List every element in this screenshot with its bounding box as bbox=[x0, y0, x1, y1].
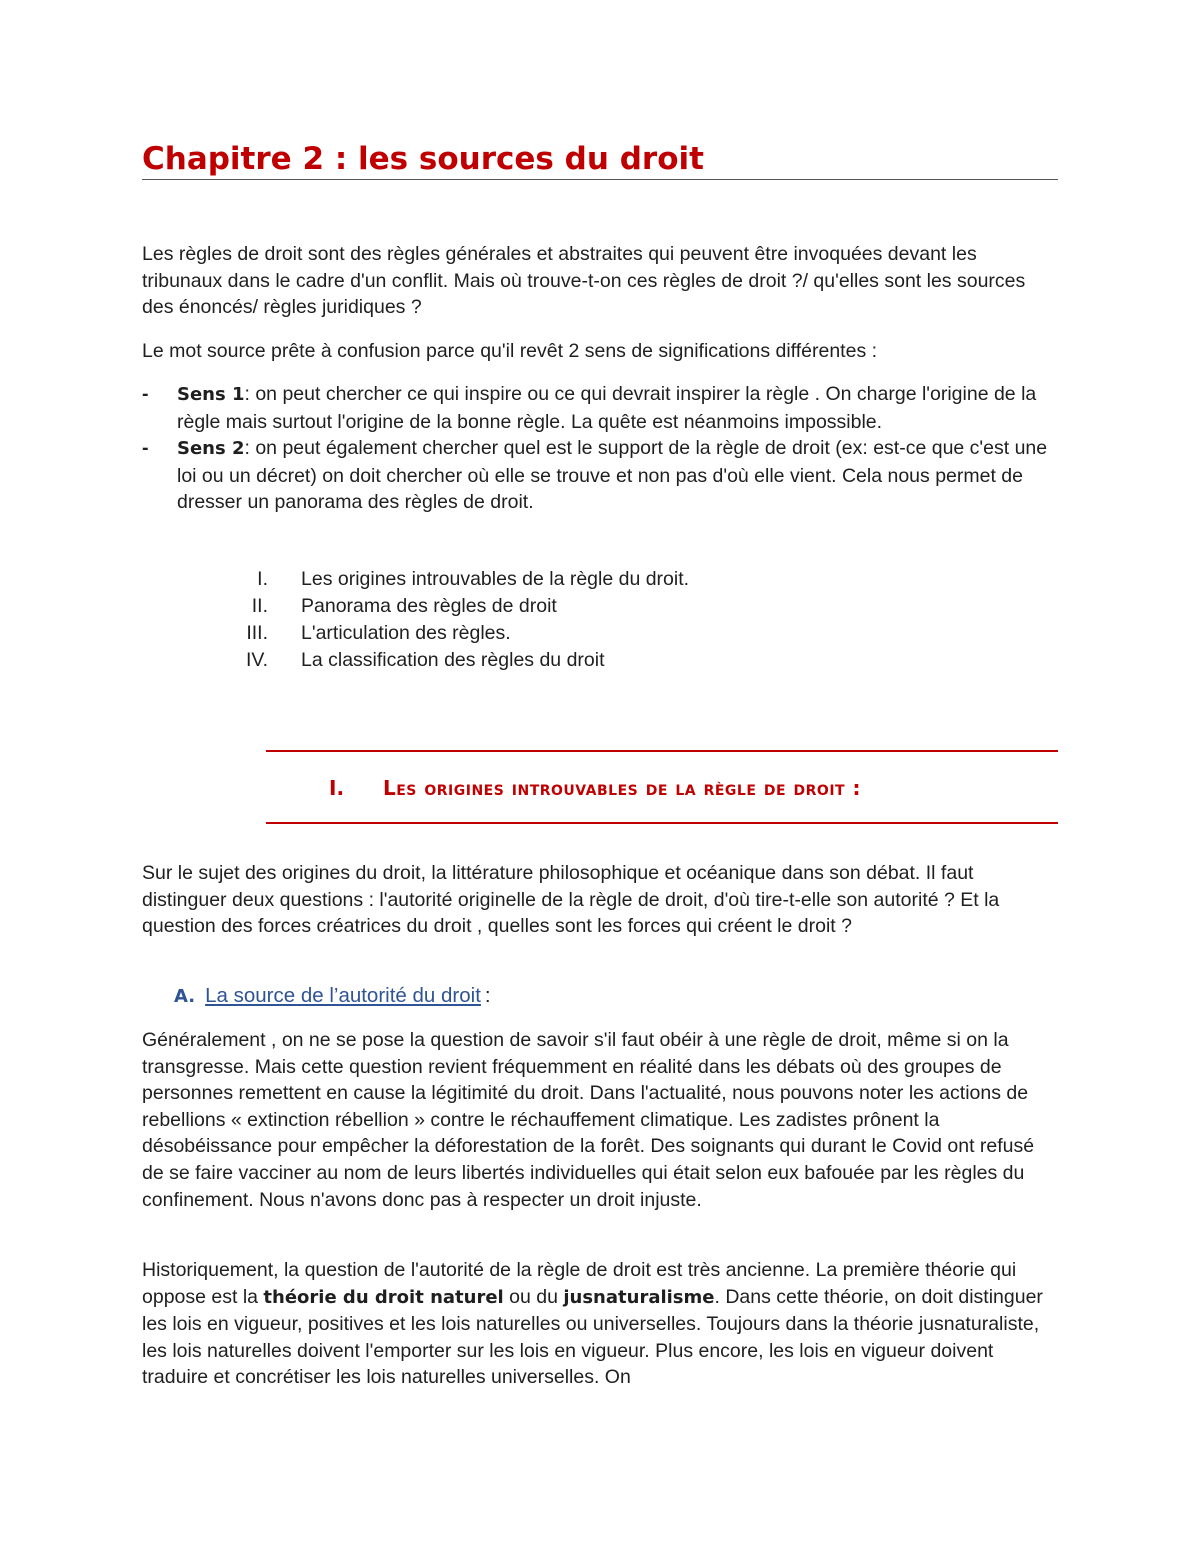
section-1-paragraph-2: Généralement , on ne se pose la question de savoir s'il faut obéir à une règle de droit, même si on la transgresse. Mais cette question revient fréquemment en réalité dans les débats où des groupes de personnes remettent en cause la légitimité du droit. Dans l'actualité, nous pouvons noter les actions de rebellions « extinction rébellion » contre le réchauffement climatique. Les zadistes prônent la désobéissance pour empêcher la déforestation de la forêt. Des soignants qui durant le Covid ont refusé de se faire vacciner au nom de leurs libertés individuelles qui était selon eux bafouée par les règles du confinement. Nous n'avons donc pas à respecter un droit injuste. bbox=[142, 1029, 1035, 1211]
outline-number: IV. bbox=[245, 649, 268, 671]
jusnaturalism-term: jusnaturalisme bbox=[563, 1286, 715, 1308]
chapter-title: Chapitre 2 : les sources du droit bbox=[142, 140, 1058, 180]
natural-law-term: théorie du droit naturel bbox=[263, 1286, 504, 1308]
outline-item bbox=[142, 566, 1058, 593]
section-1-paragraph-3 bbox=[142, 1257, 1058, 1391]
outline-item bbox=[142, 593, 1058, 620]
sense-1-label: Sens 1 bbox=[177, 384, 245, 405]
sense-2-label: Sens 2 bbox=[177, 438, 245, 460]
outline-text: Les origines introuvables de la règle du droit. bbox=[301, 568, 690, 590]
sense-1-text: : on peut chercher ce qui inspire ou ce qui devrait inspirer la règle . On charge l'origine de la règle mais surtout l'origine de la bonne règle. La quête est néanmoins impossible. bbox=[177, 383, 1037, 433]
subsection-a-colon: : bbox=[484, 984, 491, 1007]
senses-list bbox=[142, 381, 1058, 516]
outline-number: III. bbox=[246, 622, 268, 644]
intro-paragraph-1: Les règles de droit sont des règles générales et abstraites qui peuvent être invoquées devant les tribunaux dans le cadre d'un conflit. Mais où trouve-t-on ces règles de droit ?/ qu'elles sont les sources des énoncés/ règles juridiques ? bbox=[142, 243, 1026, 319]
outline-item bbox=[142, 620, 1058, 647]
outline-number: I. bbox=[257, 568, 268, 590]
paragraph-3-part-1: Historiquement, la question de l'autorité de la règle de droit est très ancienne. La première théorie qui oppose est la bbox=[142, 1259, 1017, 1308]
subsection-a-heading bbox=[174, 982, 491, 1011]
section-1-paragraph-1: Sur le sujet des origines du droit, la littérature philosophique et océanique dans son débat. Il faut distinguer deux questions : l'autorité originelle de la règle de droit, d'où tire-t-elle son autorité ? Et la question des forces créatrices du droit , quelles sont les forces qui créent le droit ? bbox=[142, 862, 1000, 938]
paragraph-3-part-2: ou du bbox=[503, 1285, 564, 1308]
outline-text: Panorama des règles de droit bbox=[301, 595, 557, 617]
bullet-dash: - bbox=[142, 437, 149, 460]
outline-item bbox=[142, 647, 1058, 674]
section-1-number: I. bbox=[329, 776, 345, 800]
outline-text: La classification des règles du droit bbox=[301, 649, 605, 671]
outline-number: II. bbox=[251, 595, 268, 617]
subsection-a-link[interactable]: La source de l’autorité du droit bbox=[205, 984, 481, 1007]
subsection-a-letter: A. bbox=[174, 986, 196, 1007]
list-item-sense-1 bbox=[142, 381, 1058, 435]
section-1-heading bbox=[266, 750, 1058, 824]
section-1-title: Les origines introuvables de la règle de droit : bbox=[383, 776, 862, 800]
intro-paragraph-2: Le mot source prête à confusion parce qu'il revêt 2 sens de significations différentes : bbox=[142, 340, 878, 362]
outline-text: L'articulation des règles. bbox=[301, 622, 511, 644]
paragraph-3-part-3: . Dans cette théorie, on doit distinguer les lois en vigueur, positives et les lois naturelles ou universelles. Toujours dans la théorie jusnaturaliste, les lois naturelles doivent l'emporter sur les lois en vigueur. Plus encore, les lois en vigueur doivent traduire et concrétiser les lois naturelles universelles. On bbox=[142, 1285, 1043, 1389]
sense-2-text: : on peut également chercher quel est le support de la règle de droit (ex: est-ce que c'est une loi ou un décret) on doit chercher où elle se trouve et non pas d'où elle vient. Cela nous permet de dresser un panorama des règles de droit. bbox=[177, 437, 1048, 514]
outline-list bbox=[142, 566, 1058, 674]
list-item-sense-2 bbox=[142, 435, 1058, 516]
bullet-dash: - bbox=[142, 383, 149, 405]
